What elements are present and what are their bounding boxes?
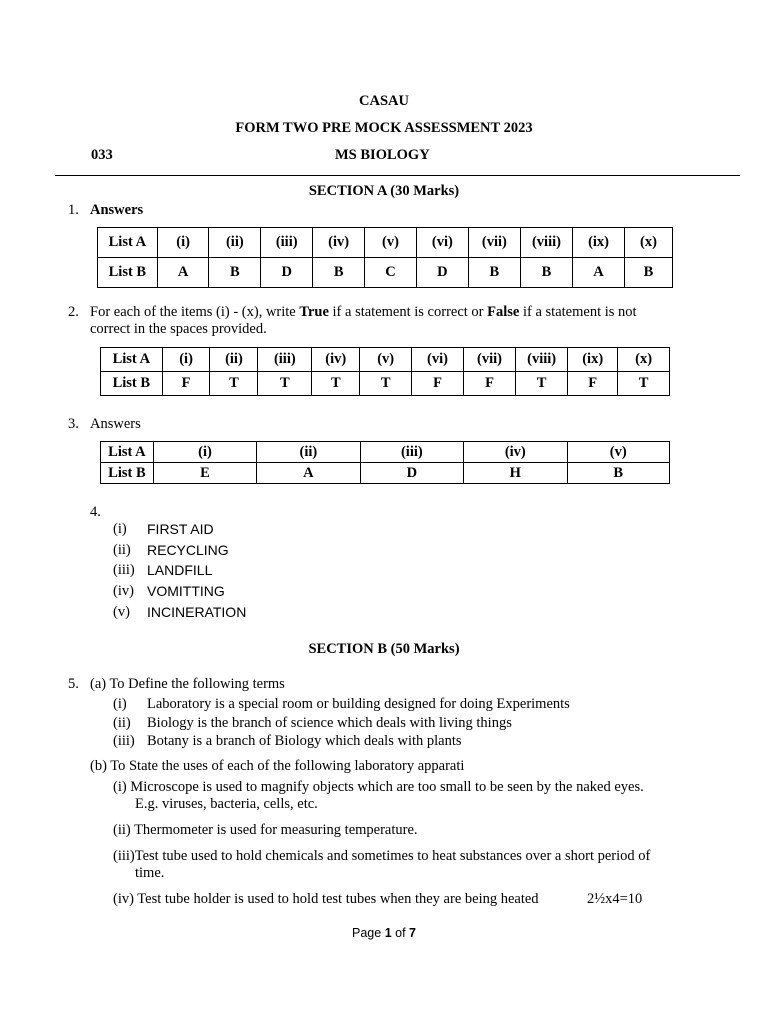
q2-text-1: For each of the items (i) - (x), write (90, 304, 300, 320)
row-header-cell: List B (101, 463, 154, 484)
list-item-text: RECYCLING (147, 541, 229, 558)
row-header-cell: List A (98, 228, 158, 258)
q5-use-i-line2: E.g. viruses, bacteria, cells, etc. (135, 796, 318, 812)
q5-use-iv: (iv) Test tube holder is used to hold test tubes when they are being heated (113, 891, 539, 907)
table-cell: F (162, 372, 210, 396)
table-cell: (ii) (210, 348, 258, 372)
header-divider (55, 175, 740, 176)
q5-use-iii-line2: time. (135, 865, 165, 881)
definition-text: Biology is the branch of science which deals with living things (147, 714, 512, 731)
q5-part-b: (b) To State the uses of each of the following laboratory apparati (90, 758, 465, 774)
definition-number: (ii) (113, 714, 131, 731)
table-cell: (ix) (573, 228, 625, 258)
q3-answer-table (100, 441, 670, 484)
section-a-title: SECTION A (30 Marks) (308, 183, 460, 199)
q1-answer-table (97, 227, 673, 288)
table-cell: B (625, 258, 673, 288)
table-cell: (iii) (261, 228, 313, 258)
definition-text: Botany is a branch of Biology which deals with plants (147, 733, 462, 749)
table-cell: (v) (365, 228, 417, 258)
table-cell: D (416, 258, 468, 288)
row-header-cell: List A (101, 348, 163, 372)
q5-part-a: (a) To Define the following terms (90, 676, 285, 692)
table-cell: (iii) (360, 442, 463, 463)
q5-marks: 2½x4=10 (587, 891, 643, 907)
row-header-cell: List B (98, 258, 158, 288)
section-b-title: SECTION B (50 Marks) (308, 641, 460, 657)
subject-code: 033 (91, 147, 113, 163)
table-row-list-b (101, 463, 670, 484)
table-cell: (iii) (258, 348, 312, 372)
q4-number: 4. (90, 504, 101, 520)
subject-title: MS BIOLOGY (335, 147, 430, 163)
list-item-number: (iv) (113, 583, 134, 600)
q1-label: Answers (90, 202, 144, 218)
q2-instruction-line1 (90, 304, 637, 321)
table-row-list-a (101, 348, 670, 372)
table-cell: B (209, 258, 261, 288)
table-cell: (vii) (463, 348, 515, 372)
table-cell: (v) (360, 348, 412, 372)
table-row-list-b (101, 372, 670, 396)
table-cell: (iv) (312, 348, 360, 372)
table-cell: T (312, 372, 360, 396)
q2-text-2: if a statement is correct or (328, 304, 488, 320)
q5-number: 5. (68, 676, 79, 692)
q5-use-iii-line1: (iii)Test tube used to hold chemicals and sometimes to heat substances over a short period of (113, 848, 651, 864)
table-cell: D (360, 463, 463, 484)
table-cell: T (618, 372, 670, 396)
table-cell: C (365, 258, 417, 288)
table-cell: B (567, 463, 669, 484)
table-cell: (ii) (257, 442, 360, 463)
q3-label: Answers (90, 416, 141, 432)
list-item-number: (iii) (113, 562, 135, 579)
table-cell: (ix) (568, 348, 618, 372)
list-item-text: FIRST AID (147, 521, 214, 537)
list-item-text: INCINERATION (147, 603, 247, 620)
table-cell: F (463, 372, 515, 396)
table-cell: A (157, 258, 209, 288)
school-name: CASAU (359, 93, 409, 109)
table-cell: A (257, 463, 360, 484)
q2-text-3: if a statement is not (519, 304, 637, 320)
table-cell: T (210, 372, 258, 396)
table-cell: B (313, 258, 365, 288)
table-cell: (x) (625, 228, 673, 258)
table-cell: (ii) (209, 228, 261, 258)
table-cell: (viii) (516, 348, 568, 372)
table-cell: F (412, 372, 464, 396)
footer-page-total: 7 (409, 926, 416, 940)
q2-answer-table (100, 347, 670, 396)
table-cell: H (464, 463, 567, 484)
table-cell: (i) (162, 348, 210, 372)
table-cell: (i) (157, 228, 209, 258)
table-cell: T (516, 372, 568, 396)
table-cell: (vi) (412, 348, 464, 372)
list-item-text: VOMITTING (147, 583, 225, 600)
row-header-cell: List A (101, 442, 154, 463)
table-row-list-b (98, 258, 673, 288)
list-item-number: (v) (113, 603, 130, 620)
footer-of-word: of (395, 926, 406, 940)
table-cell: B (520, 258, 572, 288)
footer-page-word: Page (352, 926, 382, 940)
q1-number: 1. (68, 202, 79, 218)
table-cell: F (568, 372, 618, 396)
table-cell: T (258, 372, 312, 396)
table-cell: B (468, 258, 520, 288)
table-row-list-a (101, 442, 670, 463)
list-item-number: (ii) (113, 541, 131, 558)
q5-use-ii: (ii) Thermometer is used for measuring temperature. (113, 822, 418, 838)
footer-page-number: 1 (384, 926, 392, 940)
table-row-list-a (98, 228, 673, 258)
q2-false-word: False (487, 304, 520, 320)
table-cell: T (360, 372, 412, 396)
definition-text: Laboratory is a special room or building designed for doing Experiments (147, 696, 570, 712)
definition-number: (iii) (113, 733, 135, 749)
table-cell: A (573, 258, 625, 288)
table-cell: (x) (618, 348, 670, 372)
q2-number: 2. (68, 304, 79, 320)
table-cell: (viii) (520, 228, 572, 258)
q2-instruction-line2: correct in the spaces provided. (90, 321, 267, 337)
page-footer (0, 926, 768, 940)
q2-true-word: True (299, 304, 329, 320)
table-cell: (iv) (464, 442, 567, 463)
table-cell: D (261, 258, 313, 288)
table-cell: (i) (153, 442, 256, 463)
table-cell: (iv) (313, 228, 365, 258)
definition-number: (i) (113, 696, 127, 712)
q5-use-i-line1: (i) Microscope is used to magnify objects which are too small to be seen by the naked eyes. (113, 779, 644, 795)
list-item-text: LANDFILL (147, 562, 213, 579)
exam-title: FORM TWO PRE MOCK ASSESSMENT 2023 (235, 120, 533, 136)
table-cell: (vii) (468, 228, 520, 258)
row-header-cell: List B (101, 372, 163, 396)
table-cell: (v) (567, 442, 669, 463)
q3-number: 3. (68, 416, 79, 432)
list-item-number: (i) (113, 521, 127, 537)
table-cell: (vi) (416, 228, 468, 258)
table-cell: E (153, 463, 256, 484)
